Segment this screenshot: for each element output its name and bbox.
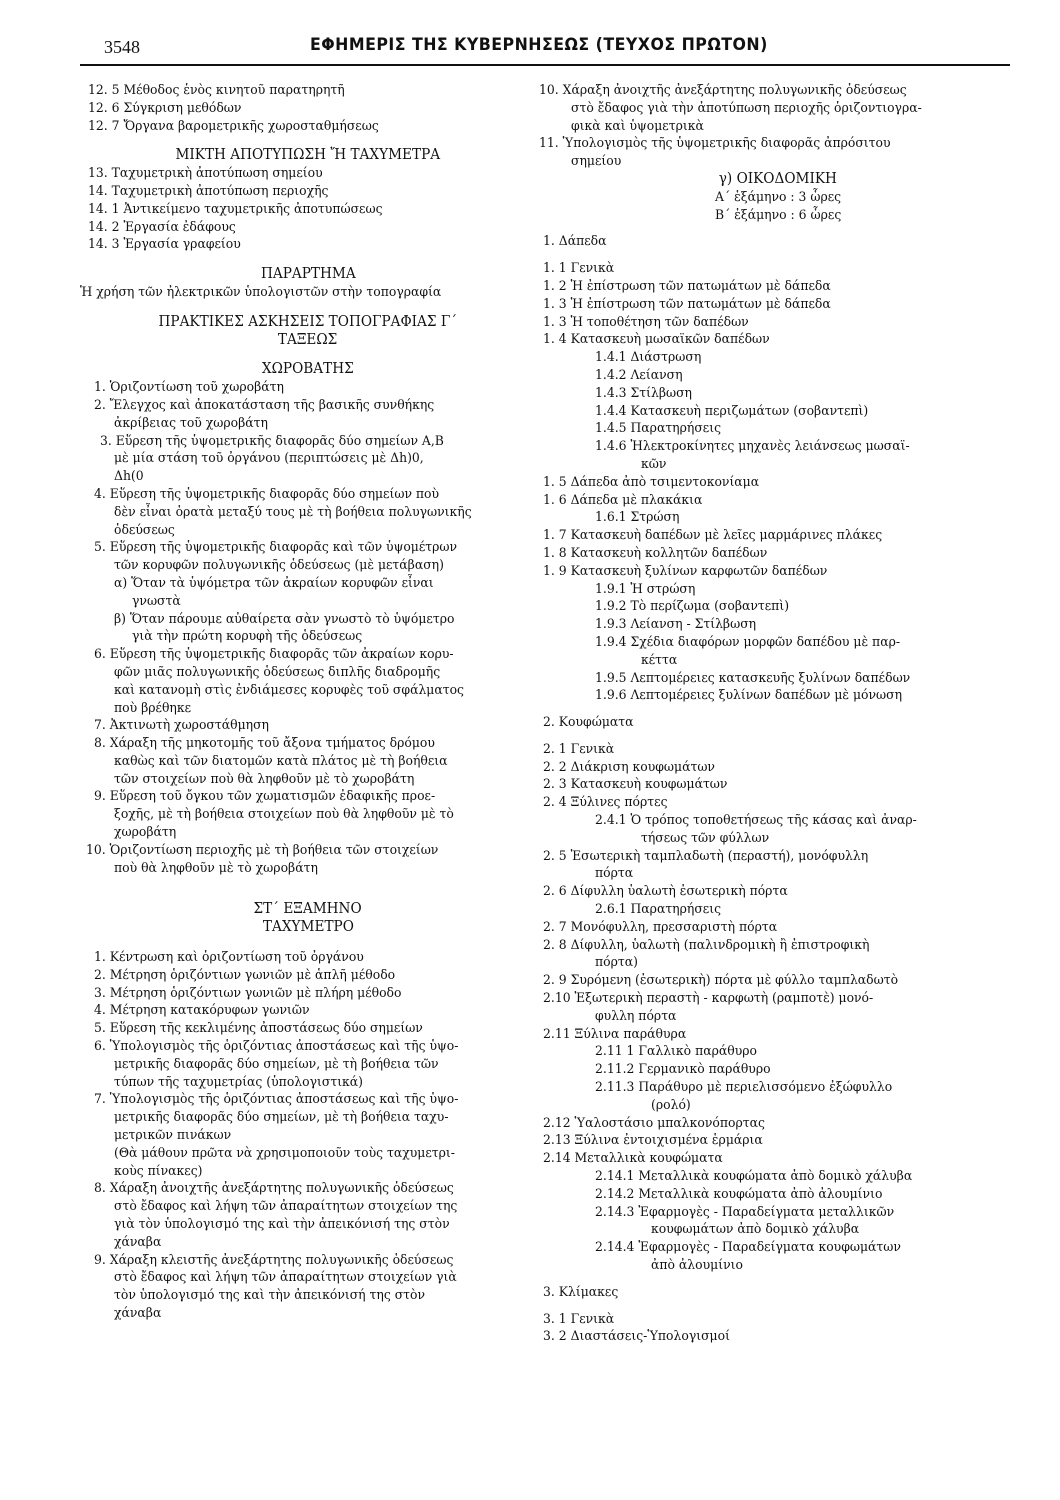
text-line (88, 1109, 528, 1127)
text-line (88, 183, 528, 201)
page-number: 3548 (104, 37, 140, 57)
line-text: 1. 3 Ἡ ἐπίστρωση τῶν πατωμάτων μὲ δάπεδα (543, 296, 831, 312)
line-text: 6. Ὑπολογισμὸς τῆς ὁριζόντιας ἀποστάσεως καὶ τῆς ὑψο- (94, 1039, 459, 1055)
line-text: 1.9.4 Σχέδια διαφόρων μορφῶν δαπέδου μὲ παρ- (595, 634, 901, 650)
line-text: 2.11.3 Παράθυρο μὲ περιελισσόμενο ἐξώφυλλο (595, 1080, 893, 1096)
line-text: 13. Ταχυμετρικὴ ἀποτύπωση σημείου (88, 166, 323, 182)
section-heading (88, 361, 528, 379)
line-text: ποὺ βρέθηκε (114, 700, 192, 716)
line-text: δὲν εἶναι ὁρατὰ μεταξύ τους μὲ τὴ βοήθεια πολυγωνικῆς (114, 504, 472, 520)
text-line (543, 937, 1013, 955)
line-text: σημείου (571, 154, 622, 170)
line-text: 2.14.3 Ἐφαρμογὲς - Παραδείγματα μεταλλικῶν (595, 1204, 895, 1220)
line-text: 1.4.2 Λείανση (595, 367, 683, 383)
line-text: μὲ μία στάση τοῦ ὀργάνου (περιπτώσεις μὲ Δh)0, (114, 451, 424, 467)
text-line (543, 1168, 1013, 1186)
text-line (88, 682, 528, 700)
text-line (88, 967, 528, 985)
line-text: 14. 2 Ἐργασία ἐδάφους (88, 219, 236, 235)
text-line (543, 901, 1013, 919)
text-line (88, 860, 528, 878)
text-line (543, 1079, 1013, 1097)
line-text: φικὰ καὶ ὑψομετρικὰ (571, 118, 704, 134)
text-line (88, 118, 528, 136)
text-line (543, 1097, 1013, 1115)
line-text: τὸν ὑπολογισμό της καὶ τὴν ἀπεικόνισή της στὸν (114, 1288, 426, 1304)
line-text: 1.9.2 Τὸ περίζωμα (σοβαντεπὶ) (595, 599, 790, 615)
text-line (88, 593, 528, 611)
text-line (543, 670, 1013, 688)
text-line (543, 492, 1013, 510)
line-text: χάναβα (114, 1234, 162, 1250)
text-line (543, 1026, 1013, 1044)
text-line (543, 1284, 1013, 1302)
text-line (88, 646, 528, 664)
line-text: 1. 8 Κατασκευὴ κολλητῶν δαπέδων (543, 545, 768, 561)
text-line (88, 1269, 528, 1287)
line-text: στὸ ἔδαφος καὶ λήψη τῶν ἀπαραίτητων στοιχείων της (114, 1199, 458, 1215)
line-text: φυλλη πόρτα (595, 1008, 677, 1024)
section-heading (88, 901, 528, 919)
text-line (88, 611, 528, 629)
text-line (543, 652, 1013, 670)
line-text: ξοχῆς, μὲ τὴ βοήθεια στοιχείων ποὺ θὰ ληφθοῦν μὲ τὸ (114, 807, 454, 823)
text-line (88, 1216, 528, 1234)
line-text: 8. Χάραξη ἀνοιχτῆς ἀνεξάρτητης πολυγωνικῆς ὁδεύσεως (94, 1181, 454, 1197)
text-line (80, 284, 528, 302)
line-text: 2. 6 Δίφυλλη ὑαλωτὴ ἐσωτερικὴ πόρτα (543, 884, 788, 900)
text-line (88, 100, 528, 118)
line-text: α) Ὅταν τὰ ὑψόμετρα τῶν ἀκραίων κορυφῶν εἶναι (114, 575, 434, 591)
text-line (88, 1145, 528, 1163)
spacer (543, 705, 1013, 714)
text-line (543, 1311, 1013, 1329)
spacer (88, 135, 528, 147)
line-text: τήσεως τῶν φύλλων (641, 830, 770, 846)
text-line (88, 1163, 528, 1181)
text-line (543, 741, 1013, 759)
line-text: 2. 5 Ἐσωτερικὴ ταμπλαδωτὴ (περαστή), μονόφυλλη (543, 848, 869, 864)
header-rule (80, 64, 1010, 66)
line-text: ἀκρίβειας τοῦ χωροβάτη (114, 415, 268, 431)
right-column (539, 82, 1013, 1346)
line-text: 12. 5 Μέθοδος ἑνὸς κινητοῦ παρατηρητῆ (88, 83, 345, 98)
text-line (88, 806, 528, 824)
line-text: 3. Μέτρηση ὁριζόντιων γωνιῶν μὲ πλήρη μέθοδο (94, 985, 402, 1001)
line-text: 2. 1 Γενικὰ (543, 741, 615, 757)
line-text: 1. Ὁριζοντίωση τοῦ χωροβάτη (94, 380, 284, 396)
line-text: 2.11 1 Γαλλικὸ παράθυρο (595, 1044, 758, 1060)
text-line (88, 1234, 528, 1252)
line-text: 2.12 Ὑαλοστάσιο μπαλκονόπορτας (543, 1115, 765, 1131)
line-text: 9. Εὕρεση τοῦ ὄγκου τῶν χωματισμῶν ἐδαφικῆς προε- (94, 789, 436, 805)
line-text: Ἡ χρήση τῶν ἠλεκτρικῶν ὑπολογιστῶν στὴν τοπογραφία (80, 284, 442, 300)
line-text: τύπων τῆς ταχυμετρίας (ὑπολογιστικά) (114, 1074, 364, 1090)
text-line (543, 794, 1013, 812)
spacer (543, 732, 1013, 741)
line-text: 14. 1 Ἀντικείμενο ταχυμετρικῆς ἀποτυπώσεως (88, 201, 383, 217)
spacer (88, 254, 528, 266)
text-line (88, 664, 528, 682)
line-text: 1. 1 Γενικὰ (543, 261, 615, 277)
page-header (80, 35, 1010, 61)
text-line (543, 830, 1013, 848)
text-line (543, 990, 1013, 1008)
line-text: 14. Ταχυμετρικὴ ἀποτύπωση περιοχῆς (88, 183, 329, 199)
spacer (543, 1275, 1013, 1284)
text-line (543, 474, 1013, 492)
text-line (88, 504, 528, 522)
text-line (88, 1074, 528, 1092)
gazette-title: ΕΦΗΜΕΡΙΣ ΤΗΣ ΚΥΒΕΡΝΗΣΕΩΣ (ΤΕΥΧΟΣ ΠΡΩΤΟΝ) (310, 35, 768, 55)
spacer (88, 302, 528, 314)
line-text: 2. 3 Κατασκευὴ κουφωμάτων (543, 777, 728, 793)
text-line (88, 82, 528, 100)
text-line (543, 420, 1013, 438)
text-line (543, 189, 1013, 207)
text-line (543, 527, 1013, 545)
line-text: χωροβάτη (114, 825, 177, 841)
text-line (88, 397, 528, 415)
line-text: 5. Εὕρεση τῆς ὑψομετρικῆς διαφορᾶς καὶ τῶν ὑψομέτρων (94, 540, 458, 556)
text-line (88, 433, 528, 451)
line-text: 1.4.5 Παρατηρήσεις (595, 421, 722, 437)
text-line (543, 687, 1013, 705)
text-line (88, 1127, 528, 1145)
line-text: 2. Ἔλεγχος καὶ ἀποκατάσταση τῆς βασικῆς συνθήκης (94, 397, 435, 413)
text-line (88, 1287, 528, 1305)
text-line (88, 949, 528, 967)
line-text: 1.4.1 Διάστρωση (595, 350, 702, 366)
text-line (543, 1115, 1013, 1133)
text-line (543, 1257, 1013, 1275)
text-line (543, 616, 1013, 634)
line-text: 1.9.5 Λεπτομέρειες κατασκευῆς ξυλίνων δαπέδων (595, 670, 911, 686)
text-line (88, 575, 528, 593)
text-line (543, 634, 1013, 652)
spacer (543, 224, 1013, 233)
text-line (543, 563, 1013, 581)
line-text: πόρτα) (595, 955, 638, 971)
line-text: τῶν στοιχείων ποὺ θὰ ληφθοῦν μὲ τὸ χωροβάτη (114, 771, 415, 787)
line-text: 2. 8 Δίφυλλη, ὑαλωτὴ (παλινδρομικὴ ἢ ἐπιστροφικὴ (543, 937, 870, 953)
left-column (80, 82, 528, 1323)
text-line (543, 759, 1013, 777)
line-text: τῶν κορυφῶν πολυγωνικῆς ὁδεύσεως (μὲ μετάβαση) (114, 558, 444, 574)
line-text: ΠΡΑΚΤΙΚΕΣ ΑΣΚΗΣΕΙΣ ΤΟΠΟΓΡΑΦΙΑΣ Γ΄ (158, 313, 458, 330)
line-text: Α΄ ἑξάμηνο : 3 ὧρες (714, 189, 842, 205)
line-text: 1. 5 Δάπεδα ἀπὸ τσιμεντοκονίαμα (543, 474, 760, 490)
line-text: 9. Χάραξη κλειστῆς ἀνεξάρτητης πολυγωνικῆς ὁδεύσεως (94, 1252, 454, 1268)
spacer (88, 937, 528, 949)
line-text: Δh(0 (114, 469, 144, 485)
line-text: (Θὰ μάθουν πρῶτα νὰ χρησιμοποιοῦν τοὺς ταχυμετρι- (114, 1145, 455, 1161)
text-line (543, 403, 1013, 421)
text-line (543, 153, 1013, 171)
text-line (543, 233, 1013, 251)
line-text: 2.11.2 Γερμανικὸ παράθυρο (595, 1062, 771, 1078)
text-line (543, 100, 1013, 118)
line-text: μετρικῶν πινάκων (114, 1128, 232, 1144)
line-text: 14. 3 Ἐργασία γραφείου (88, 237, 241, 253)
line-text: 1. 3 Ἡ τοποθέτηση τῶν δαπέδων (543, 314, 749, 330)
line-text: ΜΙΚΤΗ ΑΠΟΤΥΠΩΣΗ Ἤ ΤΑΧΥΜΕΤΡΑ (175, 147, 441, 164)
line-text: 1.9.6 Λεπτομέρειες ξυλίνων δαπέδων μὲ μόνωση (595, 688, 903, 704)
text-line (543, 972, 1013, 990)
line-text: 2.13 Ξύλινα ἐντοιχισμένα ἑρμάρια (543, 1133, 763, 1149)
text-line (543, 865, 1013, 883)
line-text: 10. Χάραξη ἀνοιχτῆς ἀνεξάρτητης πολυγωνικῆς ὁδεύσεως (539, 83, 907, 98)
text-line (88, 1305, 528, 1323)
line-text: β) Ὅταν πάρουμε αὐθαίρετα σὰν γνωστὸ τὸ ὑψόμετρο (114, 611, 455, 627)
text-line (543, 545, 1013, 563)
line-text: 6. Εὕρεση τῆς ὑψομετρικῆς διαφορᾶς τῶν ἀκραίων κορυ- (94, 647, 454, 663)
text-line (88, 236, 528, 254)
line-text: κουφωμάτων ἀπὸ δομικὸ χάλυβα (651, 1222, 860, 1238)
text-line (543, 509, 1013, 527)
text-line (543, 598, 1013, 616)
line-text: 10. Ὁριζοντίωση περιοχῆς μὲ τὴ βοήθεια τῶν στοιχείων (86, 842, 439, 858)
line-text: ἀπὸ ἀλουμίνιο (651, 1258, 743, 1273)
text-line (88, 468, 528, 486)
text-line (543, 367, 1013, 385)
line-text: 3. 1 Γενικὰ (543, 1311, 615, 1327)
line-text: γνωστὰ (132, 593, 181, 609)
section-heading (88, 314, 528, 332)
line-text: 12. 6 Σύγκριση μεθόδων (88, 100, 242, 116)
text-line (543, 331, 1013, 349)
text-line (543, 456, 1013, 474)
line-text: 1. Κέντρωση καὶ ὁριζοντίωση τοῦ ὀργάνου (94, 950, 364, 966)
text-line (88, 824, 528, 842)
section-heading (88, 919, 528, 937)
text-line (88, 522, 528, 540)
text-line (543, 314, 1013, 332)
line-text: καὶ κατανομὴ στὶς ἐνδιάμεσες κορυφὲς τοῦ σφάλματος (114, 682, 464, 698)
line-text: 4. Μέτρηση κατακόρυφων γωνιῶν (94, 1003, 310, 1019)
line-text: γ) ΟΙΚΟΔΟΜΙΚΗ (718, 170, 838, 187)
text-line (543, 954, 1013, 972)
line-text: 2. 2 Διάκριση κουφωμάτων (543, 759, 715, 775)
line-text: 2.14 Μεταλλικὰ κουφώματα (543, 1151, 723, 1167)
text-line (543, 1328, 1013, 1346)
line-text: 2.6.1 Παρατηρήσεις (595, 902, 722, 918)
text-line (88, 985, 528, 1003)
line-text: χάναβα (114, 1306, 162, 1321)
line-text: 7. Ἀκτινωτὴ χωροστάθμηση (94, 718, 269, 734)
line-text: 1. 7 Κατασκευὴ δαπέδων μὲ λεῖες μαρμάρινες πλάκες (543, 528, 883, 544)
text-line (88, 379, 528, 397)
text-line (543, 776, 1013, 794)
line-text: 5. Εὕρεση τῆς κεκλιμένης ἀποστάσεως δύο σημείων (94, 1021, 423, 1037)
section-heading (88, 332, 528, 350)
text-line (539, 135, 1013, 153)
line-text: 1. 9 Κατασκευὴ ξυλίνων καρφωτῶν δαπέδων (543, 563, 828, 579)
text-line (543, 385, 1013, 403)
line-text: 1. 6 Δάπεδα μὲ πλακάκια (543, 492, 703, 508)
text-line (543, 296, 1013, 314)
line-text: 2.14.4 Ἐφαρμογὲς - Παραδείγματα κουφωμάτων (595, 1240, 901, 1256)
text-line (88, 1056, 528, 1074)
line-text: 12. 7 Ὄργανα βαρομετρικῆς χωροσταθμήσεως (88, 118, 379, 134)
text-line (543, 1008, 1013, 1026)
text-line (543, 714, 1013, 732)
line-text: 2.14.2 Μεταλλικὰ κουφώματα ἀπὸ ἀλουμίνιο (595, 1186, 883, 1202)
line-text: 1.9.1 Ἡ στρώση (595, 581, 696, 597)
line-text: 1.6.1 Στρώση (595, 510, 680, 526)
line-text: 1. 2 Ἡ ἐπίστρωση τῶν πατωμάτων μὲ δάπεδα (543, 278, 831, 294)
text-line (88, 486, 528, 504)
line-text: 8. Χάραξη τῆς μηκοτομῆς τοῦ ἄξονα τμήματος δρόμου (94, 736, 435, 752)
text-line (539, 82, 1013, 100)
line-text: καθὼς καὶ τῶν διατομῶν κατὰ πλάτος μὲ τὴ βοήθεια (114, 753, 448, 769)
text-line (543, 438, 1013, 456)
text-line (88, 753, 528, 771)
line-text: 3. 2 Διαστάσεις-Ὑπολογισμοί (543, 1329, 730, 1345)
line-text: ποὺ θὰ ληφθοῦν μὲ τὸ χωροβάτη (114, 860, 318, 876)
text-line (543, 919, 1013, 937)
text-line (543, 1061, 1013, 1079)
text-line (543, 278, 1013, 296)
line-text: μετρικῆς διαφορᾶς δύο σημείων, μὲ τὴ βοήθεια τῶν (114, 1056, 439, 1072)
line-text: 2. Κουφώματα (543, 715, 634, 731)
text-line (543, 1132, 1013, 1150)
text-line (543, 349, 1013, 367)
text-line (543, 118, 1013, 136)
text-line (88, 415, 528, 433)
text-line (543, 1204, 1013, 1222)
text-line (543, 1239, 1013, 1257)
line-text: 2.14.1 Μεταλλικὰ κουφώματα ἀπὸ δομικὸ χάλυβα (595, 1169, 913, 1185)
line-text: 1. Δάπεδα (543, 234, 607, 250)
text-line (88, 1002, 528, 1020)
line-text: 7. Ὑπολογισμὸς τῆς ὁριζόντιας ἀποστάσεως καὶ τῆς ὑψο- (94, 1092, 459, 1108)
spacer (88, 877, 528, 901)
text-line (88, 717, 528, 735)
line-text: 2. 4 Ξύλινες πόρτες (543, 795, 668, 811)
line-text: 3. Κλίμακες (543, 1284, 619, 1300)
text-line (88, 557, 528, 575)
line-text: κέττα (641, 652, 678, 668)
text-line (543, 812, 1013, 830)
text-line (88, 450, 528, 468)
text-line (88, 1091, 528, 1109)
line-text: στὸ ἔδαφος γιὰ τὴν ἀποτύπωση περιοχῆς ὁριζοντιογρα- (571, 100, 922, 116)
line-text: ΣΤ΄ ΕΞΑΜΗΝΟ (253, 901, 363, 918)
line-text: 1. 4 Κατασκευὴ μωσαϊκῶν δαπέδων (543, 332, 770, 348)
line-text: 11. Ὑπολογισμὸς τῆς ὑψομετρικῆς διαφορᾶς ἀπρόσιτου (539, 136, 891, 152)
spacer (88, 349, 528, 361)
line-text: ΤΑΧΥΜΕΤΡΟ (262, 919, 354, 936)
text-line (543, 1150, 1013, 1168)
text-line (88, 628, 528, 646)
line-text: ὁδεύσεως (114, 522, 175, 538)
text-line (88, 735, 528, 753)
line-text: γιὰ τὴν πρώτη κορυφὴ τῆς ὁδεύσεως (132, 629, 363, 645)
text-line (88, 771, 528, 789)
line-text: 2.11 Ξύλινα παράθυρα (543, 1026, 687, 1042)
line-text: 2. 7 Μονόφυλλη, πρεσσαριστὴ πόρτα (543, 919, 778, 935)
line-text: 2.10 Ἐξωτερικὴ περαστὴ - καρφωτὴ (ραμποτὲ) μονό- (543, 991, 874, 1007)
text-line (88, 788, 528, 806)
text-line (543, 260, 1013, 278)
line-text: φῶν μιᾶς πολυγωνικῆς ὁδεύσεως διπλῆς διαδρομῆς (114, 664, 441, 680)
line-text: στὸ ἔδαφος καὶ λήψη τῶν ἀπαραίτητων στοιχείων γιὰ (114, 1270, 457, 1286)
text-line (88, 1252, 528, 1270)
text-line (88, 201, 528, 219)
text-line (543, 1043, 1013, 1061)
line-text: κῶν (641, 456, 667, 472)
line-text: 2. 9 Συρόμενη (ἐσωτερικὴ) πόρτα μὲ φύλλο ταμπλαδωτὸ (543, 973, 899, 989)
spacer (543, 1302, 1013, 1311)
text-line (88, 700, 528, 718)
text-line (543, 848, 1013, 866)
line-text: Β΄ ἑξάμηνο : 6 ὧρες (714, 207, 842, 223)
line-text: γιὰ τὸν ὑπολογισμό της καὶ τὴν ἀπεικόνισή της στὸν (114, 1217, 450, 1233)
line-text: ΤΑΞΕΩΣ (278, 331, 338, 348)
line-text: 1.4.6 Ἠλεκτροκίνητες μηχανὲς λειάνσεως μωσαϊ- (595, 439, 910, 455)
line-text: μετρικῆς διαφορᾶς δύο σημείων, μὲ τὴ βοήθεια ταχυ- (114, 1110, 449, 1126)
line-text: 1.9.3 Λείανση - Στίλβωση (595, 617, 757, 633)
text-line (88, 1020, 528, 1038)
text-line (86, 842, 528, 860)
text-line (543, 883, 1013, 901)
section-heading (543, 171, 1013, 189)
text-line (543, 1221, 1013, 1239)
text-line (543, 581, 1013, 599)
text-line (543, 1186, 1013, 1204)
line-text: πόρτα (595, 866, 634, 882)
spacer (543, 251, 1013, 260)
line-text: ΠΑΡΑΡΤΗΜΑ (260, 266, 356, 283)
line-text: 3. Εὕρεση τῆς ὑψομετρικῆς διαφορᾶς δύο σημείων Α,Β (100, 433, 444, 449)
line-text: 2.4.1 Ὁ τρόπος τοποθετήσεως τῆς κάσας καὶ ἀναρ- (595, 813, 917, 829)
line-text: (ρολό) (651, 1097, 691, 1113)
text-line (88, 1198, 528, 1216)
line-text: 2. Μέτρηση ὁριζόντιων γωνιῶν μὲ ἁπλῆ μέθοδο (94, 967, 396, 983)
line-text: 1.4.3 Στίλβωση (595, 385, 692, 401)
text-line (88, 1038, 528, 1056)
text-line (88, 539, 528, 557)
section-heading (88, 147, 528, 165)
text-line (88, 219, 528, 237)
line-text: 1.4.4 Κατασκευὴ περιζωμάτων (σοβαντεπὶ) (595, 403, 869, 419)
section-heading (88, 266, 528, 284)
line-text: 4. Εὕρεση τῆς ὑψομετρικῆς διαφορᾶς δύο σημείων ποὺ (94, 486, 440, 502)
line-text: ΧΩΡΟΒΑΤΗΣ (262, 361, 354, 378)
line-text: κοὺς πίνακες) (114, 1163, 203, 1179)
text-line (88, 165, 528, 183)
text-line (88, 1180, 528, 1198)
text-line (543, 207, 1013, 225)
